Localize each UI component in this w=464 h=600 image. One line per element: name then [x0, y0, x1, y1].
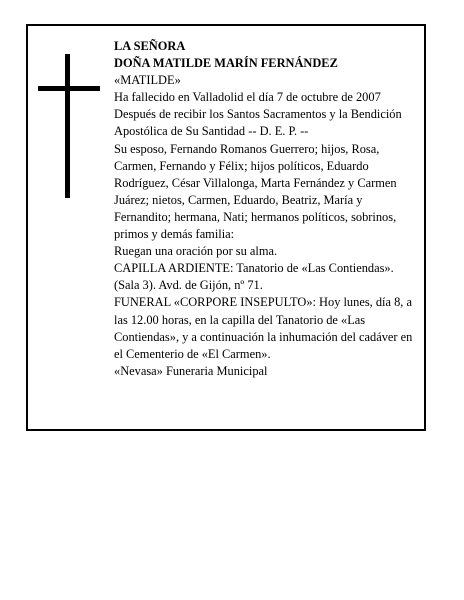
- family-list: Su esposo, Fernando Romanos Guerrero; hijos, Rosa, Carmen, Fernando y Félix; hijos políticos, Eduardo Rodríguez, César Villalonga, Marta Fernández y Carmen Juárez; nietos, Carmen, Eduardo, Beatriz, María y Fernandito; hermana, Nati; hermanos políticos, sobrinos, primos y demás familia:: [114, 141, 397, 242]
- prayer-request: Ruegan una oración por su alma.: [114, 244, 278, 259]
- cross-horizontal-bar: [38, 86, 100, 91]
- funeral-info: FUNERAL «CORPORE INSEPULTO»: Hoy lunes, día 8, a las 12.00 horas, en la capilla del Tanatorio de «Las Contiendas», y a continuación la inhumación del cadáver en el Cementerio de «El Carmen».: [114, 295, 413, 361]
- notice-heading: LA SEÑORA: [114, 39, 186, 53]
- funeral-home: «Nevasa» Funeraria Municipal: [114, 363, 268, 378]
- sacraments-text: Después de recibir los Santos Sacramentos y la Bendición Apostólica de Su Santidad -- D. E. P. --: [114, 107, 402, 139]
- death-announcement: Ha fallecido en Valladolid el día 7 de octubre de 2007: [114, 90, 381, 105]
- obituary-text: [114, 38, 420, 380]
- deceased-name: DOÑA MATILDE MARÍN FERNÁNDEZ: [114, 56, 338, 71]
- cross-vertical-bar: [65, 54, 70, 198]
- latin-cross-icon: [38, 54, 100, 198]
- deceased-nickname: «MATILDE»: [114, 73, 181, 88]
- chapel-info: CAPILLA ARDIENTE: Tanatorio de «Las Contiendas». (Sala 3). Avd. de Gijón, nº 71.: [114, 261, 394, 293]
